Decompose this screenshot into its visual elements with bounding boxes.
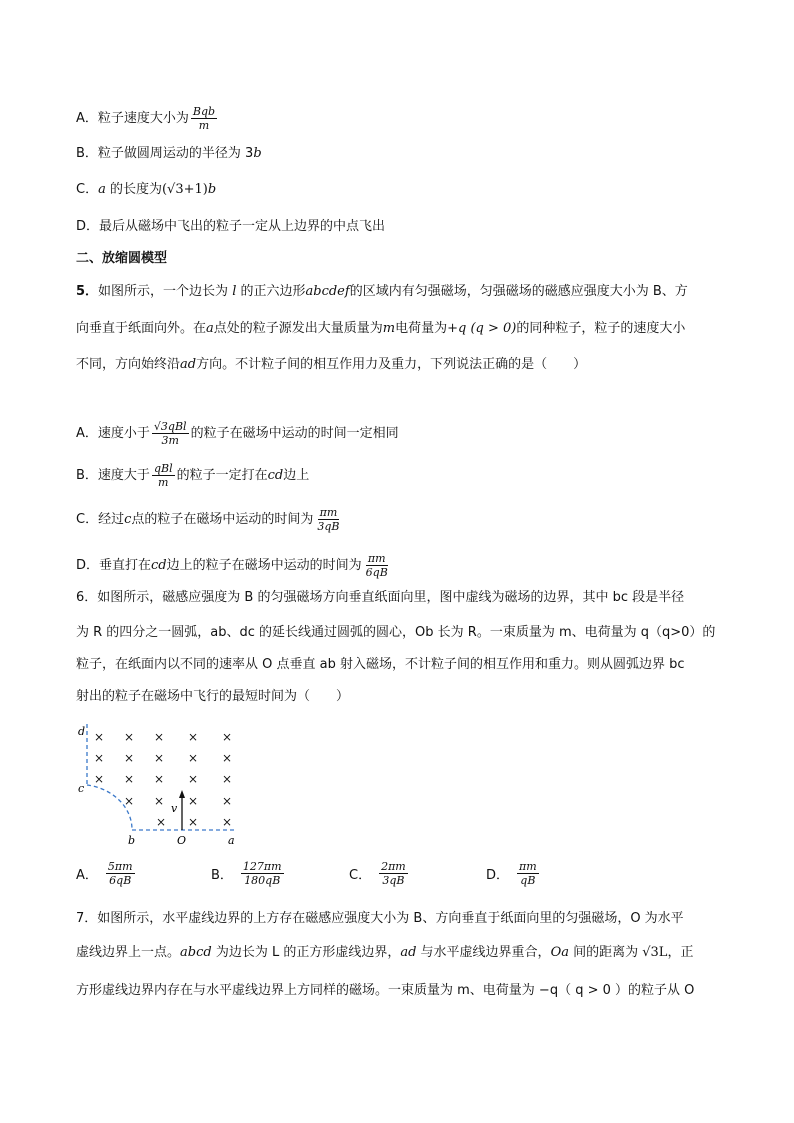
q6-line-4: 射出的粒子在磁场中飞行的最短时间为（ ）	[76, 689, 350, 704]
field-cross: ×	[94, 751, 105, 765]
field-cross: ×	[154, 751, 165, 765]
q5-option-d: D．垂直打在cd边上的粒子在磁场中运动的时间为 $\frac{\pi m}{6qB}$	[76, 552, 388, 579]
field-cross: ×	[94, 772, 105, 786]
q7-line-1: 7．如图所示，水平虚线边界的上方存在磁感应强度大小为 B、方向垂直于纸面向里的匀强磁场，O 为水平	[76, 911, 684, 926]
q7-line-3: 方形虚线边界内存在与水平虚线边界上方同样的磁场。一束质量为 m、电荷量为 −q（ q > 0 ）的粒子从 O	[76, 983, 695, 998]
field-cross: ×	[156, 815, 167, 829]
label-d: d	[78, 725, 86, 738]
label-O: O	[177, 834, 187, 847]
field-cross: ×	[124, 751, 135, 765]
fraction: $\frac{\text{qBl}}{m}$	[153, 462, 173, 489]
fraction: $\frac{\pi m}{6qB}$	[365, 552, 388, 579]
velocity-arrowhead	[179, 790, 185, 798]
label-b: b	[128, 834, 136, 847]
fraction: $\frac{\text{Bqb}}{m}$	[192, 105, 216, 132]
field-cross: ×	[188, 772, 199, 786]
q5-option-c: C．经过c点的粒子在磁场中运动的时间为 $\frac{\pi m}{3qB}$	[76, 506, 340, 533]
fraction: $\frac{\pi m}{3qB}$	[317, 506, 340, 533]
field-cross: ×	[124, 730, 135, 744]
q5-option-a: A．速度小于 $\frac{\text{√3qBl}}{3m}$ 的粒子在磁场中运动的时间一定相同	[76, 420, 399, 447]
field-cross: ×	[188, 730, 199, 744]
q6-option-c[interactable]: C． $\frac{2\pi m}{3qB}$	[349, 860, 406, 887]
label-v: v	[171, 802, 178, 815]
q6-line-1: 6．如图所示，磁感应强度为 B 的匀强磁场方向垂直纸面向里，图中虚线为磁场的边界，其中 bc 段是半径	[76, 590, 685, 605]
field-cross: ×	[188, 794, 199, 808]
q4-option-b: B．粒子做圆周运动的半径为 3b	[76, 146, 262, 161]
field-cross: ×	[124, 794, 135, 808]
field-cross: ×	[154, 794, 165, 808]
field-cross: ×	[222, 794, 233, 808]
q6-option-d[interactable]: D． $\frac{\pi m}{qB}$	[486, 860, 537, 887]
q4-option-c: C．a 的长度为(√3+1)b	[76, 182, 217, 197]
field-cross: ×	[222, 772, 233, 786]
field-cross: ×	[188, 815, 199, 829]
q6-line-2: 为 R 的四分之一圆弧，ab、dc 的延长线通过圆弧的圆心，Ob 长为 R。一束质量为 m、电荷量为 q（q>0）的	[76, 625, 716, 640]
label-c: c	[78, 782, 85, 795]
q5-line-3: 不同，方向始终沿ad方向。不计粒子间的相互作用力及重力，下列说法正确的是（ ）	[76, 357, 587, 372]
q5-line-2: 向垂直于纸面向外。在a点处的粒子源发出大量质量为m电荷量为+q (q > 0)的同种粒子，粒子的速度大小	[76, 321, 686, 336]
q6-option-b[interactable]: B． $\frac{127\pi m}{180qB}$	[211, 860, 282, 887]
section-title: 二、放缩圆模型	[76, 251, 168, 266]
q4-option-d: D．最后从磁场中飞出的粒子一定从上边界的中点飞出	[76, 219, 386, 234]
q6-line-3: 粒子，在纸面内以不同的速率从 O 点垂直 ab 射入磁场，不计粒子间的相互作用和重力。则从圆弧边界 bc	[76, 657, 685, 672]
field-cross: ×	[154, 730, 165, 744]
q6-options	[76, 860, 716, 900]
field-cross: ×	[222, 815, 233, 829]
label-a: a	[228, 834, 235, 847]
field-cross: ×	[124, 772, 135, 786]
field-cross: ×	[94, 730, 105, 744]
fraction: $\frac{\text{√3qBl}}{3m}$	[153, 420, 187, 447]
q7-line-2: 虚线边界上一点。abcd 为边长为 L 的正方形虚线边界，ad 与水平虚线边界重合，Oa 间的距离为 √3L，正	[76, 945, 694, 960]
q5-option-b: B．速度大于 $\frac{\text{qBl}}{m}$ 的粒子一定打在cd边上	[76, 462, 310, 489]
q6-figure	[70, 718, 250, 848]
magnetic-field-crosses	[94, 730, 232, 829]
q5-line-1: 5．如图所示，一个边长为 l 的正六边形abcdef的区域内有匀强磁场，匀强磁场的磁感应强度大小为 B、方	[76, 284, 688, 299]
field-cross: ×	[222, 751, 233, 765]
q4-option-a: A．粒子速度大小为 $\frac{\text{Bqb}}{m}$	[76, 105, 216, 132]
q6-option-a[interactable]: A． $\frac{5\pi m}{6qB}$	[76, 860, 133, 887]
field-cross: ×	[154, 772, 165, 786]
field-cross: ×	[188, 751, 199, 765]
field-cross: ×	[222, 730, 233, 744]
